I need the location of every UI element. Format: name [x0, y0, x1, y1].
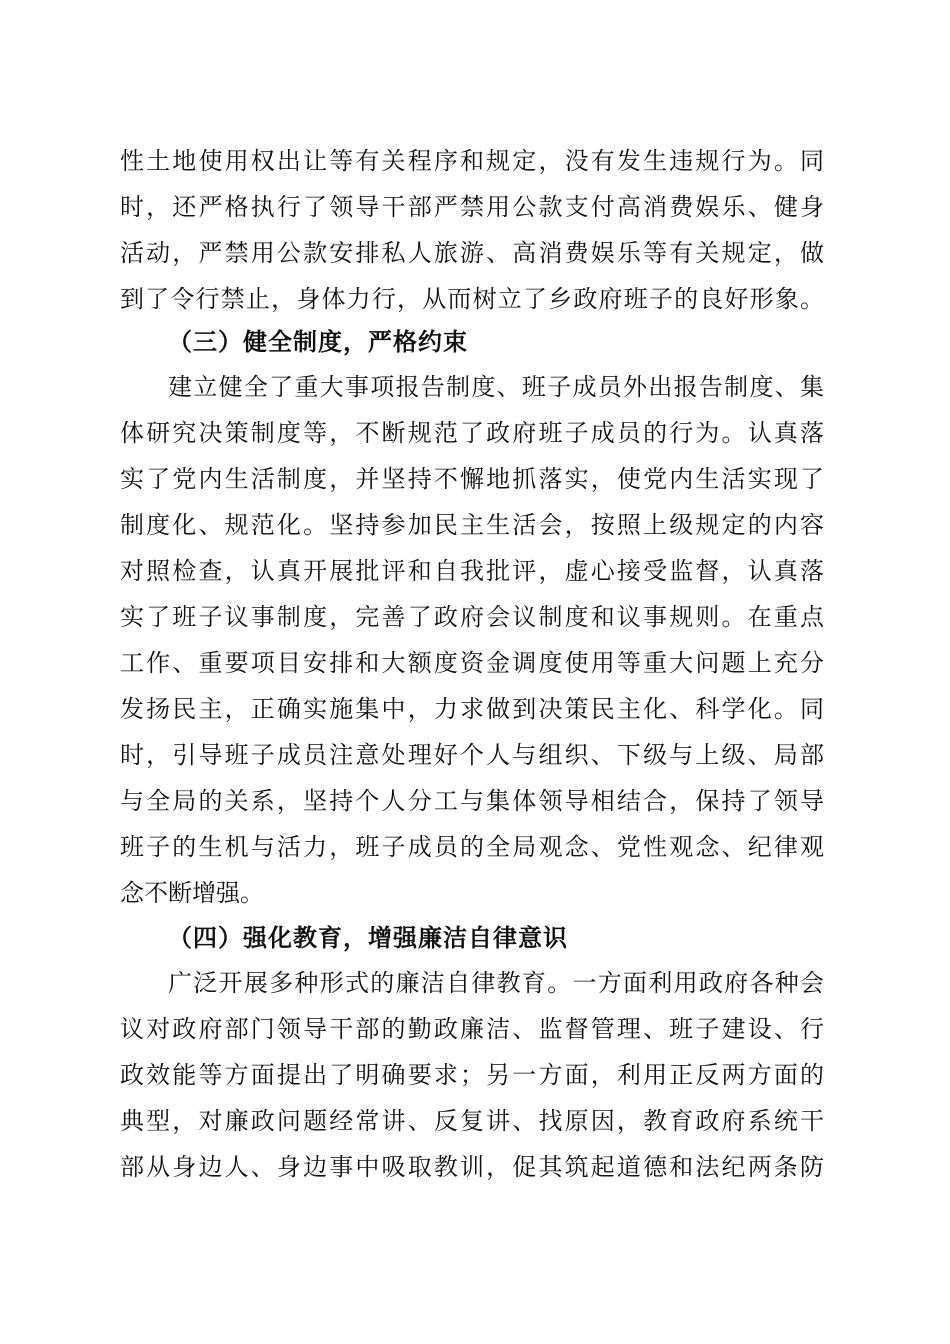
section-heading-4: （四）强化教育，增强廉洁自律意识	[168, 924, 568, 952]
paragraph-line: 时，引导班子成员注意处理好个人与组织、下级与上级、局部	[120, 741, 824, 769]
paragraph-line: 建立健全了重大事项报告制度、班子成员外出报告制度、集	[168, 373, 824, 401]
paragraph-line: 班子的生机与活力，班子成员的全局观念、党性观念、纪律观	[120, 833, 824, 861]
paragraph-line: 体研究决策制度等，不断规范了政府班子成员的行为。认真落	[120, 419, 824, 447]
section-heading-3: （三）健全制度，严格约束	[168, 328, 468, 356]
paragraph-line: 典型，对廉政问题经常讲、反复讲、找原因，教育政府系统干	[120, 1107, 824, 1135]
paragraph-line: 活动，严禁用公款安排私人旅游、高消费娱乐等有关规定，做	[120, 239, 824, 267]
paragraph-line: 到了令行禁止，身体力行，从而树立了乡政府班子的良好形象。	[120, 285, 824, 313]
paragraph-line: 工作、重要项目安排和大额度资金调度使用等重大问题上充分	[120, 649, 824, 677]
paragraph-line: 性土地使用权出让等有关程序和规定，没有发生违规行为。同	[120, 147, 824, 175]
paragraph-line: 念不断增强。	[120, 879, 264, 907]
paragraph-line: 广泛开展多种形式的廉洁自律教育。一方面利用政府各种会	[168, 969, 824, 997]
paragraph-line: 对照检查，认真开展批评和自我批评，虚心接受监督，认真落	[120, 557, 824, 585]
paragraph-line: 实了班子议事制度，完善了政府会议制度和议事规则。在重点	[120, 603, 824, 631]
paragraph-line: 与全局的关系，坚持个人分工与集体领导相结合，保持了领导	[120, 787, 824, 815]
paragraph-line: 实了党内生活制度，并坚持不懈地抓落实，使党内生活实现了	[120, 465, 824, 493]
paragraph-line: 部从身边人、身边事中吸取教训，促其筑起道德和法纪两条防	[120, 1153, 824, 1181]
paragraph-line: 发扬民主，正确实施集中，力求做到决策民主化、科学化。同	[120, 695, 824, 723]
paragraph-line: 制度化、规范化。坚持参加民主生活会，按照上级规定的内容	[120, 511, 824, 539]
paragraph-line: 议对政府部门领导干部的勤政廉洁、监督管理、班子建设、行	[120, 1015, 824, 1043]
paragraph-line: 时，还严格执行了领导干部严禁用公款支付高消费娱乐、健身	[120, 193, 824, 221]
paragraph-line: 政效能等方面提出了明确要求；另一方面，利用正反两方面的	[120, 1061, 824, 1089]
